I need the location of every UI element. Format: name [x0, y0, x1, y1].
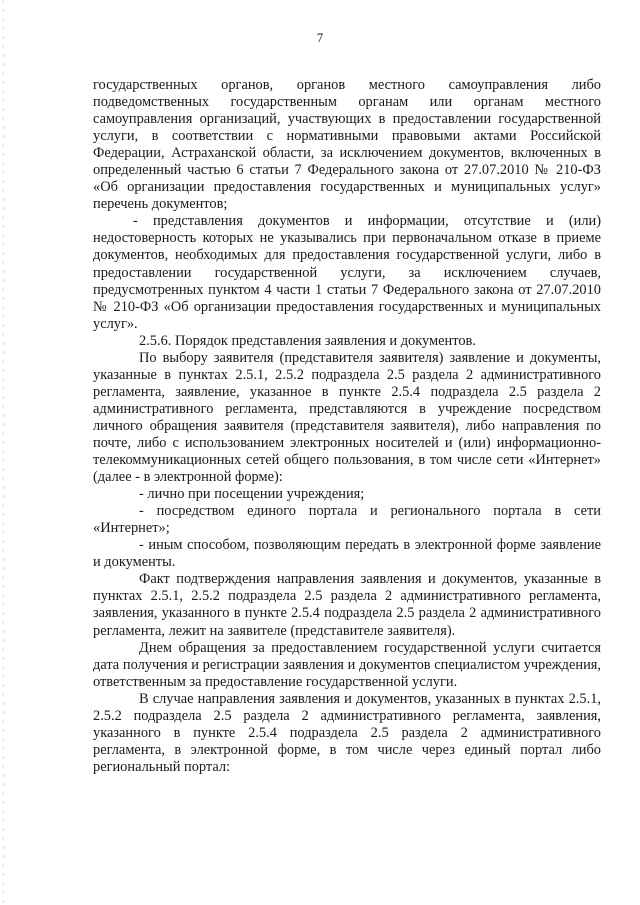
paragraph: Днем обращения за предоставлением государственной услуги считается дата получения и регистрации заявления и документов специалистом учреждения, ответственным за предоставление государственной услуги. — [93, 639, 601, 690]
paragraph: По выбору заявителя (представителя заявителя) заявление и документы, указанные в пунктах 2.5.1, 2.5.2 подраздела 2.5 раздела 2 административного регламента, заявление, указанное в пункте 2.5.4 подраздела 2.5 раздела 2 административного регламента, представляются в учреждение посредством личного обращения заявителя (представителя заявителя), либо направления по почте, либо с использованием электронных носителей и (или) информационно-телекоммуникационных сетей общего пользования, в том числе сети «Интернет» (далее - в электронной форме): — [93, 349, 601, 486]
document-body — [93, 77, 601, 776]
paragraph-continuation: государственных органов, органов местного самоуправления либо подведомственных государственным органам или органам местного самоуправления организаций, участвующих в предоставлении государственной услуги, в соответствии с нормативными правовыми актами Российской Федерации, Астраханской области, за исключением документов, включенных в определенный частью 6 статьи 7 Федерального закона от 27.07.2010 № 210-ФЗ «Об организации предоставления государственных и муниципальных услуг» перечень документов; — [93, 77, 601, 213]
paragraph-list-item: - представления документов и информации, отсутствие и (или) недостоверность которых не указывались при первоначальном отказе в приеме документов, необходимых для предоставления государственной услуги, либо в предоставлении государственной услуги, за исключением случаев, предусмотренных пунктом 4 части 1 статьи 7 Федерального закона от 27.07.2010 № 210-ФЗ «Об организации предоставления государственных и муниципальных услуг». — [93, 213, 601, 332]
section-heading: 2.5.6. Порядок представления заявления и документов. — [139, 332, 476, 349]
page-number: 7 — [316, 30, 324, 45]
scan-edge-artifact — [3, 0, 4, 905]
paragraph-list-item: - иным способом, позволяющим передать в электронной форме заявление и документы. — [93, 537, 601, 571]
paragraph: В случае направления заявления и документов, указанных в пунктах 2.5.1, 2.5.2 подраздела 2.5 раздела 2 административного регламента, заявления, указанного в пункте 2.5.4 подраздела 2.5 раздела 2 административного регламента, в электронной форме, в том числе через единый портал либо региональный портал: — [93, 690, 601, 775]
paragraph: Факт подтверждения направления заявления и документов, указанные в пунктах 2.5.1, 2.5.2 подраздела 2.5 раздела 2 административного регламента, заявления, указанного в пункте 2.5.4 подраздела 2.5 раздела 2 административного регламента, лежит на заявителе (представителе заявителя). — [93, 571, 601, 639]
paragraph-list-item: - посредством единого портала и регионального портала в сети «Интернет»; — [93, 503, 601, 537]
paragraph-list-item: - лично при посещении учреждения; — [139, 486, 365, 503]
